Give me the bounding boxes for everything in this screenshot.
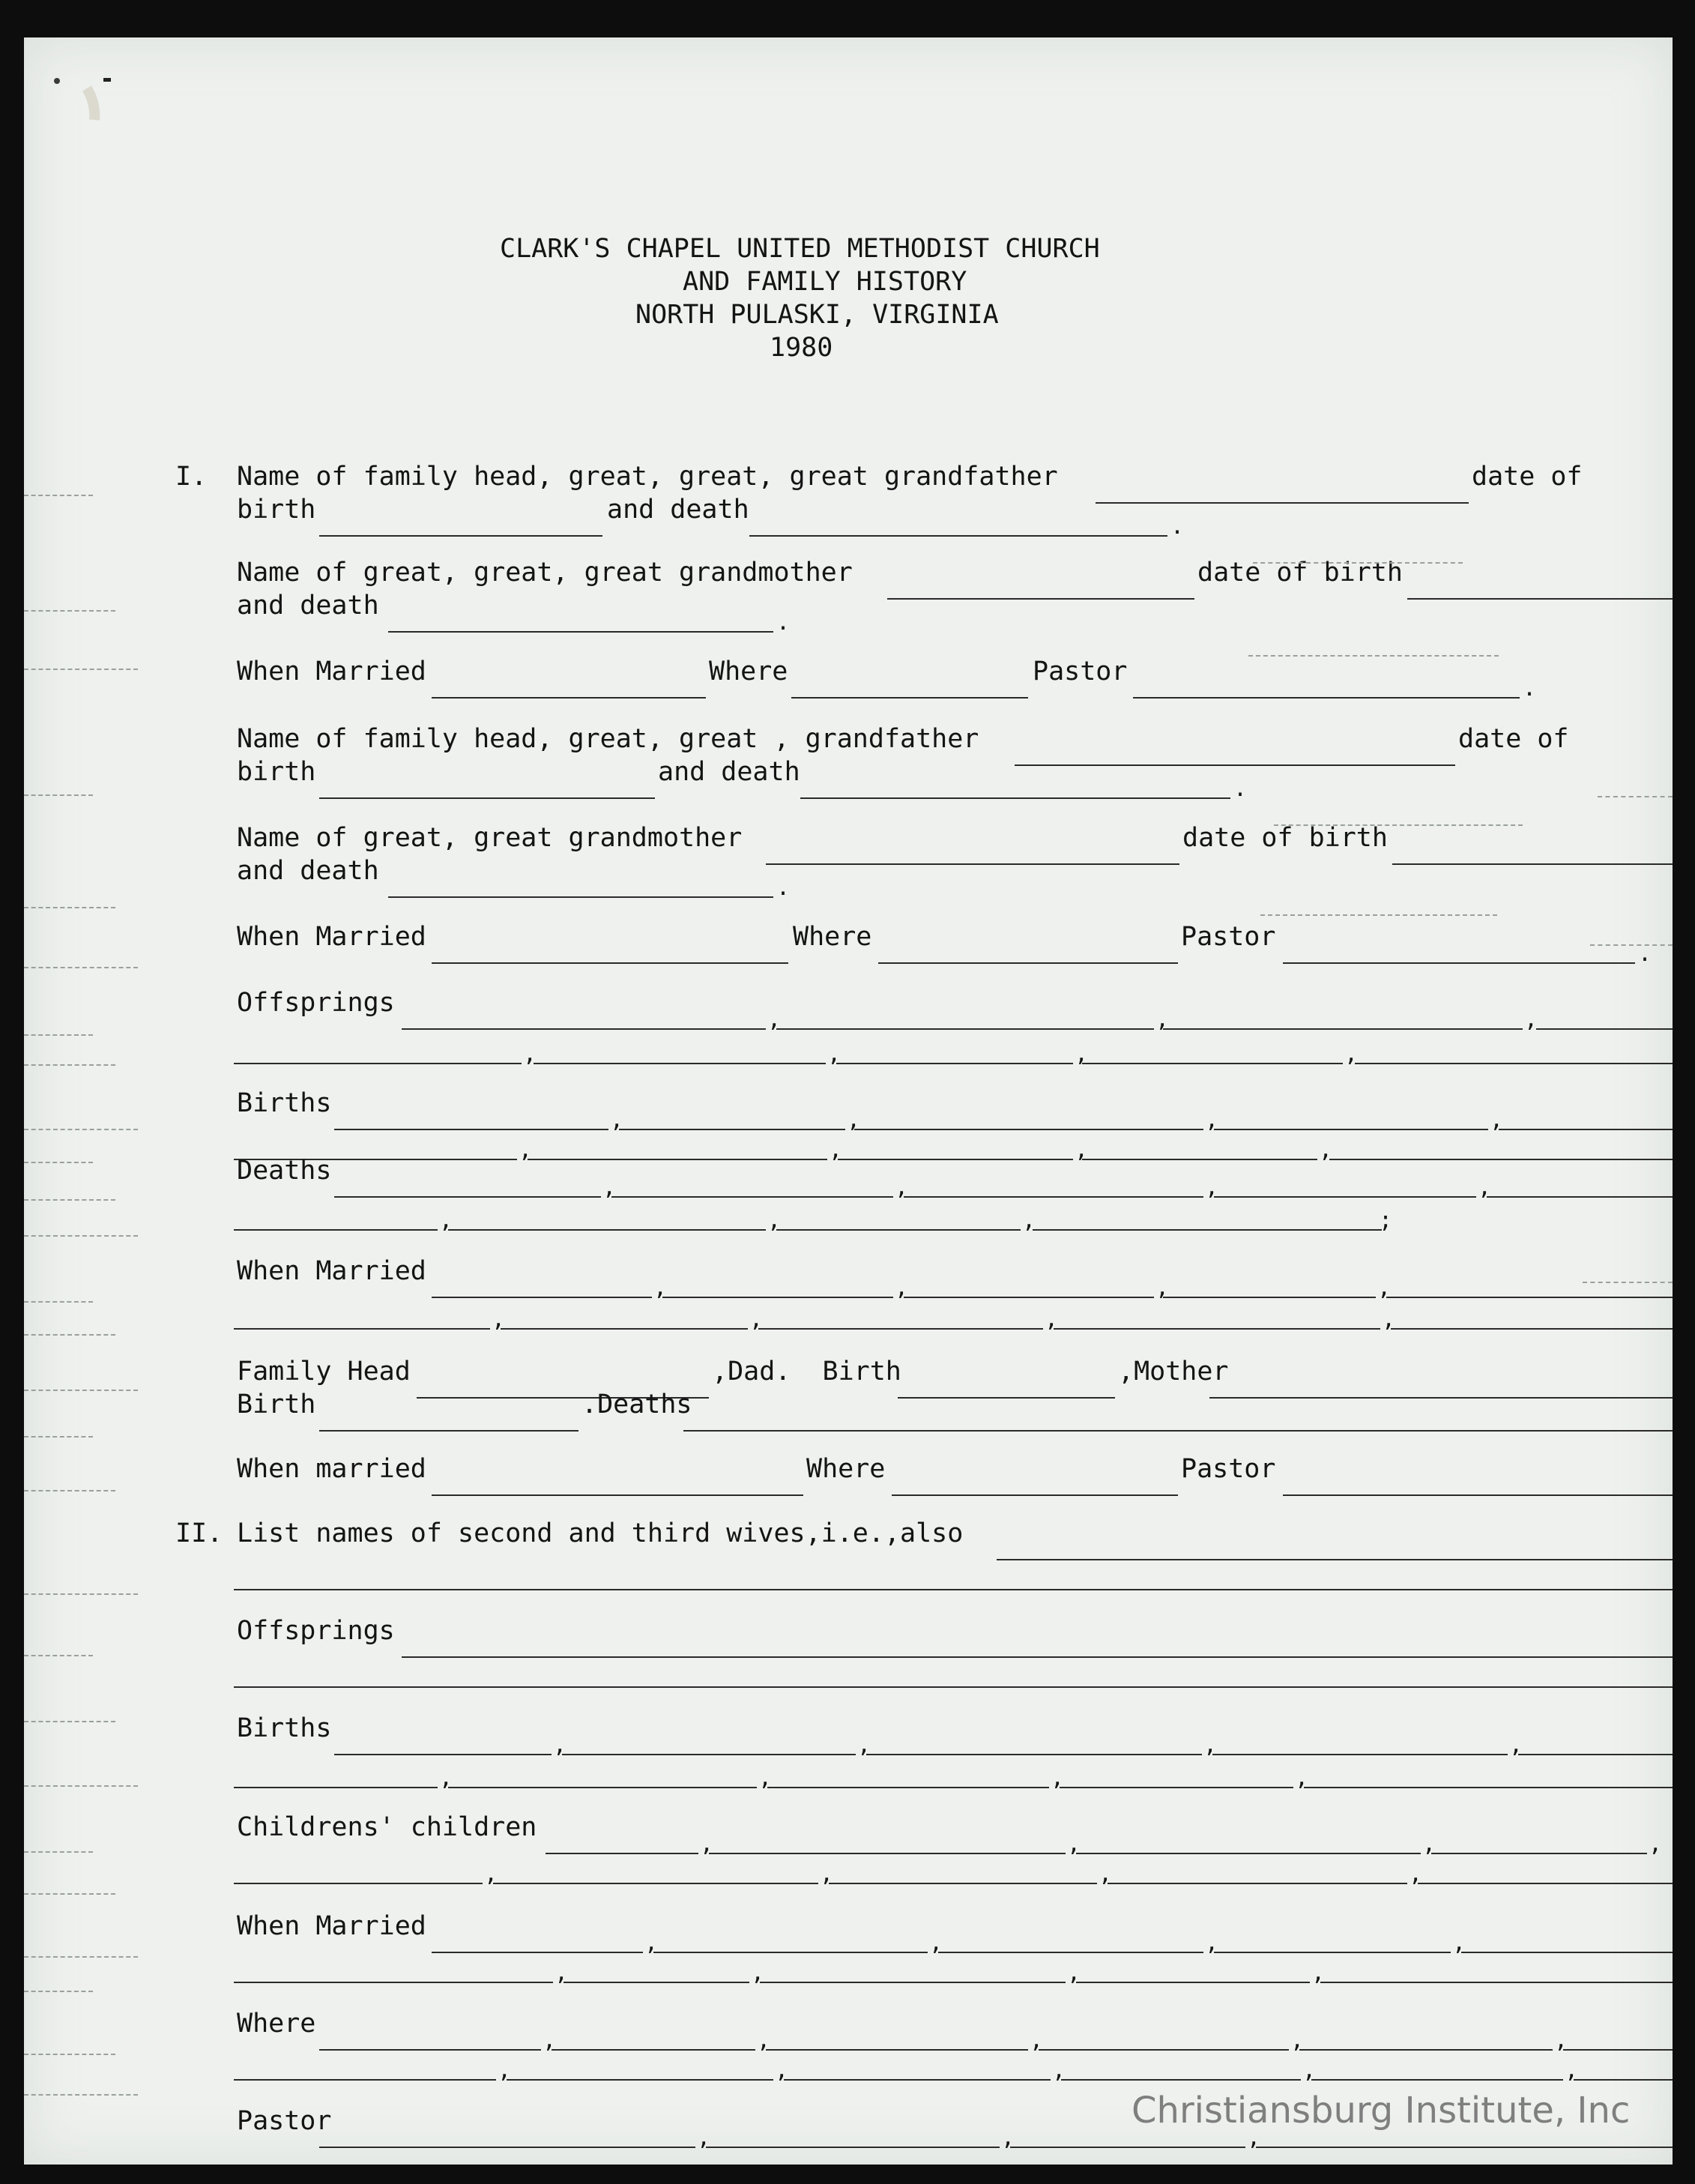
fill-in-blank[interactable] bbox=[1214, 1952, 1451, 1953]
fill-in-blank[interactable] bbox=[493, 1883, 818, 1884]
fill-in-blank[interactable] bbox=[1082, 1159, 1317, 1160]
fill-in-blank[interactable] bbox=[1499, 1129, 1673, 1130]
form-label: birth bbox=[237, 757, 316, 787]
form-label: Where bbox=[709, 657, 788, 687]
staple-mark bbox=[51, 73, 171, 126]
fill-in-blank[interactable] bbox=[784, 2079, 1051, 2081]
fill-in-blank[interactable] bbox=[1076, 1982, 1310, 1983]
fill-in-blank[interactable] bbox=[1061, 2079, 1301, 2081]
fill-in-blank[interactable] bbox=[1010, 2147, 1245, 2148]
separator-mark: , bbox=[697, 2125, 711, 2151]
separator-mark: , bbox=[1290, 2027, 1305, 2054]
fill-in-blank[interactable] bbox=[1214, 1129, 1488, 1130]
fill-in-blank[interactable] bbox=[683, 1430, 1673, 1432]
fill-in-blank[interactable] bbox=[1033, 1229, 1382, 1231]
separator-mark: , bbox=[1478, 1174, 1492, 1201]
show-through-line bbox=[24, 1436, 93, 1438]
separator-mark: , bbox=[1452, 1930, 1466, 1956]
separator-mark: , bbox=[857, 1732, 871, 1758]
fill-in-blank[interactable] bbox=[653, 1952, 928, 1953]
separator-mark: , bbox=[1022, 1207, 1036, 1234]
show-through-line bbox=[24, 1593, 138, 1595]
fill-in-blank[interactable] bbox=[528, 1159, 827, 1160]
form-page bbox=[24, 37, 1673, 2165]
show-through-line bbox=[1253, 562, 1463, 564]
separator-mark: , bbox=[1203, 1732, 1218, 1758]
form-label: ,Dad. Birth bbox=[712, 1357, 901, 1387]
separator-mark: , bbox=[553, 1732, 567, 1758]
fill-in-blank[interactable] bbox=[662, 1297, 893, 1298]
form-label: Pastor bbox=[237, 2106, 332, 2136]
separator-mark: , bbox=[439, 1765, 453, 1791]
separator-mark: , bbox=[767, 1207, 782, 1234]
fill-in-blank[interactable] bbox=[234, 2079, 496, 2081]
fill-in-blank[interactable] bbox=[234, 1787, 438, 1788]
separator-mark: , bbox=[1490, 1107, 1504, 1133]
separator-mark: , bbox=[1565, 2057, 1579, 2084]
show-through-line bbox=[1590, 944, 1673, 946]
fill-in-blank[interactable] bbox=[334, 1129, 608, 1130]
field-label-ggg-grandmother: Name of great, great, great grandmother bbox=[237, 558, 853, 588]
fill-in-blank[interactable] bbox=[776, 1229, 1021, 1231]
separator-mark: , bbox=[555, 1960, 569, 1986]
fill-in-blank[interactable] bbox=[904, 1297, 1154, 1298]
form-label: and death bbox=[607, 495, 749, 525]
fill-in-blank[interactable] bbox=[887, 598, 1194, 600]
show-through-line bbox=[24, 794, 93, 796]
form-label: birth bbox=[237, 495, 316, 525]
fill-in-blank[interactable] bbox=[234, 1589, 1673, 1590]
separator-mark: , bbox=[1075, 1137, 1089, 1163]
show-through-line bbox=[24, 1893, 115, 1895]
fill-in-blank[interactable] bbox=[854, 1129, 1203, 1130]
fill-in-blank[interactable] bbox=[564, 1982, 749, 1983]
separator-mark: , bbox=[1052, 2057, 1066, 2084]
field-label-family-head: Family Head bbox=[237, 1357, 411, 1387]
show-through-line bbox=[24, 1991, 93, 1992]
fill-in-blank[interactable] bbox=[234, 1883, 483, 1884]
fill-in-blank[interactable] bbox=[234, 1686, 1673, 1688]
separator-mark: . bbox=[776, 875, 791, 901]
fill-in-blank[interactable] bbox=[334, 1754, 552, 1755]
fill-in-blank[interactable] bbox=[1283, 962, 1635, 964]
field-label-gg-grandmother: Name of great, great grandmother bbox=[237, 823, 743, 853]
show-through-line bbox=[24, 1721, 115, 1722]
fill-in-blank[interactable] bbox=[1461, 1952, 1673, 1953]
fill-in-blank[interactable] bbox=[319, 2049, 541, 2051]
form-label: .Deaths bbox=[581, 1390, 692, 1420]
fill-in-blank[interactable] bbox=[1108, 1883, 1407, 1884]
fill-in-blank[interactable] bbox=[829, 1883, 1097, 1884]
separator-mark: , bbox=[1524, 1007, 1538, 1033]
section-one-numeral: I. bbox=[175, 462, 208, 492]
form-label: Birth bbox=[237, 1390, 316, 1420]
separator-mark: , bbox=[1205, 1107, 1219, 1133]
separator-mark: , bbox=[1001, 2125, 1015, 2151]
separator-mark: , bbox=[827, 1041, 842, 1067]
show-through-line bbox=[24, 1490, 115, 1491]
fill-in-blank[interactable] bbox=[904, 1196, 1203, 1198]
title-line-3: NORTH PULASKI, VIRGINIA bbox=[635, 300, 999, 330]
fill-in-blank[interactable] bbox=[1299, 2049, 1553, 2051]
fill-in-blank[interactable] bbox=[1209, 1397, 1673, 1399]
separator-mark: , bbox=[1099, 1861, 1113, 1887]
separator-mark: , bbox=[895, 1275, 909, 1301]
separator-mark: , bbox=[1649, 1831, 1663, 1857]
form-label: Births bbox=[237, 1713, 332, 1743]
show-through-line bbox=[24, 907, 115, 908]
form-label: date of bbox=[1458, 724, 1569, 754]
fill-in-blank[interactable] bbox=[776, 1028, 1154, 1030]
fill-in-blank[interactable] bbox=[611, 1196, 893, 1198]
title-line-2: AND FAMILY HISTORY bbox=[683, 267, 967, 297]
form-label: Where bbox=[793, 922, 872, 952]
form-label: Pastor bbox=[1181, 1454, 1276, 1484]
separator-mark: , bbox=[1509, 1732, 1523, 1758]
form-label: When Married bbox=[237, 657, 426, 687]
title-line-1: CLARK'S CHAPEL UNITED METHODIST CHURCH bbox=[500, 234, 1100, 264]
fill-in-blank[interactable] bbox=[898, 1397, 1115, 1399]
show-through-line bbox=[24, 610, 115, 612]
fill-in-blank[interactable] bbox=[1214, 1196, 1476, 1198]
show-through-line bbox=[24, 1129, 138, 1130]
show-through-line bbox=[1248, 655, 1499, 657]
fill-in-blank[interactable] bbox=[997, 1559, 1673, 1560]
separator-mark: , bbox=[1295, 1765, 1309, 1791]
fill-in-blank[interactable] bbox=[319, 1430, 578, 1432]
separator-mark: , bbox=[498, 2057, 512, 2084]
separator-mark: ; bbox=[1379, 1207, 1393, 1234]
show-through-line bbox=[24, 2094, 138, 2096]
fill-in-blank[interactable] bbox=[432, 697, 706, 699]
fill-in-blank[interactable] bbox=[1304, 1787, 1673, 1788]
field-label-second-third-wives: List names of second and third wives,i.e.,also bbox=[237, 1518, 964, 1548]
fill-in-blank[interactable] bbox=[838, 1159, 1073, 1160]
fill-in-blank[interactable] bbox=[501, 1328, 748, 1330]
separator-mark: . bbox=[1638, 941, 1652, 967]
separator-mark: , bbox=[1311, 1960, 1326, 1986]
fill-in-blank[interactable] bbox=[388, 631, 773, 633]
show-through-line bbox=[1598, 796, 1673, 797]
show-through-line bbox=[24, 1851, 93, 1853]
fill-in-blank[interactable] bbox=[234, 1229, 438, 1231]
separator-mark: , bbox=[1205, 1930, 1219, 1956]
fill-in-blank[interactable] bbox=[1329, 1159, 1673, 1160]
show-through-line bbox=[24, 2054, 115, 2055]
fill-in-blank[interactable] bbox=[448, 1787, 757, 1788]
separator-mark: , bbox=[1409, 1861, 1423, 1887]
fill-in-blank[interactable] bbox=[507, 2079, 773, 2081]
watermark-text: Christiansburg Institute, Inc bbox=[1131, 2090, 1631, 2132]
show-through-line bbox=[24, 1956, 138, 1958]
separator-mark: , bbox=[1051, 1765, 1065, 1791]
fill-in-blank[interactable] bbox=[1283, 1494, 1673, 1496]
show-through-line bbox=[24, 1655, 93, 1656]
separator-mark: , bbox=[767, 1007, 782, 1033]
separator-mark: , bbox=[439, 1207, 453, 1234]
form-label: Where bbox=[806, 1454, 886, 1484]
fill-in-blank[interactable] bbox=[432, 1297, 652, 1298]
field-label-head-gg-grandfather: Name of family head, great, great , grandfather bbox=[237, 724, 979, 754]
separator-mark: , bbox=[1344, 1041, 1359, 1067]
fill-in-blank[interactable] bbox=[234, 1328, 490, 1330]
separator-mark: , bbox=[847, 1107, 861, 1133]
show-through-line bbox=[24, 1334, 115, 1336]
title-year: 1980 bbox=[770, 333, 833, 363]
fill-in-blank[interactable] bbox=[319, 2147, 695, 2148]
separator-mark: , bbox=[492, 1306, 506, 1333]
fill-in-blank[interactable] bbox=[892, 1494, 1178, 1496]
field-label-births: Births bbox=[237, 1088, 332, 1118]
separator-mark: , bbox=[1302, 2057, 1317, 2084]
fill-in-blank[interactable] bbox=[1096, 502, 1469, 504]
fill-in-blank[interactable] bbox=[1431, 1853, 1647, 1854]
fill-in-blank[interactable] bbox=[758, 1328, 1043, 1330]
show-through-line bbox=[24, 1390, 138, 1391]
form-label: Pastor bbox=[1181, 922, 1276, 952]
separator-mark: . bbox=[1523, 675, 1537, 702]
fill-in-blank[interactable] bbox=[767, 1787, 1049, 1788]
form-label: and death bbox=[237, 591, 379, 621]
separator-mark: , bbox=[1554, 2027, 1568, 2054]
separator-mark: , bbox=[484, 1861, 498, 1887]
fill-in-blank[interactable] bbox=[1256, 2147, 1673, 2148]
fill-in-blank[interactable] bbox=[234, 1063, 522, 1064]
separator-mark: , bbox=[1205, 1174, 1219, 1201]
fill-in-blank[interactable] bbox=[546, 1853, 698, 1854]
show-through-line bbox=[24, 1301, 93, 1303]
show-through-line bbox=[24, 1235, 138, 1237]
fill-in-blank[interactable] bbox=[791, 697, 1028, 699]
separator-mark: , bbox=[775, 2057, 789, 2084]
fill-in-blank[interactable] bbox=[749, 535, 1167, 537]
form-label: Offsprings bbox=[237, 1616, 395, 1646]
show-through-line bbox=[24, 1064, 115, 1066]
fill-in-blank[interactable] bbox=[1407, 598, 1673, 600]
fill-in-blank[interactable] bbox=[234, 1982, 553, 1983]
fill-in-blank[interactable] bbox=[1418, 1883, 1673, 1884]
separator-mark: , bbox=[700, 1831, 714, 1857]
fill-in-blank[interactable] bbox=[1060, 1787, 1293, 1788]
fill-in-blank[interactable] bbox=[1133, 697, 1520, 699]
separator-mark: , bbox=[543, 2027, 557, 2054]
separator-mark: , bbox=[519, 1137, 533, 1163]
separator-mark: , bbox=[644, 1930, 659, 1956]
separator-mark: , bbox=[751, 1960, 765, 1986]
separator-mark: , bbox=[602, 1174, 617, 1201]
fill-in-blank[interactable] bbox=[334, 1196, 601, 1198]
fill-in-blank[interactable] bbox=[1320, 1982, 1673, 1983]
separator-mark: , bbox=[1247, 2125, 1261, 2151]
separator-mark: . bbox=[1170, 513, 1185, 540]
fill-in-blank[interactable] bbox=[709, 1853, 1066, 1854]
separator-mark: , bbox=[829, 1137, 843, 1163]
form-label: date of birth bbox=[1197, 558, 1403, 588]
fill-in-blank[interactable] bbox=[402, 1656, 1673, 1658]
fill-in-blank[interactable] bbox=[432, 1494, 803, 1496]
fill-in-blank[interactable] bbox=[1518, 1754, 1673, 1755]
separator-mark: , bbox=[653, 1275, 668, 1301]
fill-in-blank[interactable] bbox=[1392, 863, 1673, 865]
separator-mark: . bbox=[776, 609, 791, 636]
separator-mark: , bbox=[929, 1930, 943, 1956]
show-through-line bbox=[24, 1162, 93, 1163]
separator-mark: , bbox=[757, 2027, 771, 2054]
show-through-line bbox=[24, 1785, 138, 1787]
fill-in-blank[interactable] bbox=[760, 1982, 1066, 1983]
form-label: and death bbox=[237, 856, 379, 886]
section-two-numeral: II. bbox=[175, 1518, 223, 1548]
fill-in-blank[interactable] bbox=[1076, 1853, 1421, 1854]
fill-in-blank[interactable] bbox=[319, 797, 655, 799]
fill-in-blank[interactable] bbox=[319, 535, 602, 537]
separator-mark: , bbox=[1382, 1306, 1396, 1333]
separator-mark: , bbox=[1155, 1007, 1170, 1033]
fill-in-blank[interactable] bbox=[866, 1754, 1202, 1755]
show-through-line bbox=[24, 1034, 93, 1036]
show-through-line bbox=[24, 495, 93, 496]
fill-in-blank[interactable] bbox=[1487, 1196, 1673, 1198]
fill-in-blank[interactable] bbox=[766, 2049, 1028, 2051]
field-label-head-ggg-grandfather: Name of family head, great, great, great grandfather bbox=[237, 462, 1058, 492]
separator-mark: , bbox=[749, 1306, 764, 1333]
fill-in-blank[interactable] bbox=[878, 962, 1178, 964]
fill-in-blank[interactable] bbox=[1015, 764, 1455, 766]
separator-mark: , bbox=[1045, 1306, 1059, 1333]
fill-in-blank[interactable] bbox=[766, 863, 1179, 865]
fill-in-blank[interactable] bbox=[432, 962, 788, 964]
fill-in-blank[interactable] bbox=[1536, 1028, 1673, 1030]
show-through-line bbox=[24, 967, 138, 968]
separator-mark: , bbox=[1155, 1275, 1170, 1301]
separator-mark: , bbox=[1030, 2027, 1044, 2054]
fill-in-blank[interactable] bbox=[534, 1063, 826, 1064]
form-label: Pastor bbox=[1033, 657, 1128, 687]
separator-mark: , bbox=[1075, 1041, 1089, 1067]
form-label: Where bbox=[237, 2009, 316, 2039]
show-through-line bbox=[24, 669, 138, 670]
fill-in-blank[interactable] bbox=[562, 1754, 856, 1755]
field-label-deaths: Deaths bbox=[237, 1156, 332, 1186]
fill-in-blank[interactable] bbox=[619, 1129, 845, 1130]
fill-in-blank[interactable] bbox=[1574, 2079, 1673, 2081]
separator-mark: , bbox=[523, 1041, 537, 1067]
separator-mark: , bbox=[1377, 1275, 1392, 1301]
show-through-line bbox=[1274, 824, 1523, 826]
fill-in-blank[interactable] bbox=[402, 1028, 766, 1030]
form-label: When Married bbox=[237, 1256, 426, 1286]
separator-mark: , bbox=[820, 1861, 834, 1887]
form-label: When married bbox=[237, 1454, 426, 1484]
fill-in-blank[interactable] bbox=[706, 2147, 1000, 2148]
separator-mark: , bbox=[610, 1107, 624, 1133]
fill-in-blank[interactable] bbox=[1563, 2049, 1673, 2051]
form-label: ,Mother bbox=[1118, 1357, 1229, 1387]
separator-mark: , bbox=[758, 1765, 773, 1791]
show-through-line bbox=[1260, 914, 1497, 916]
show-through-line bbox=[1583, 1282, 1673, 1283]
fill-in-blank[interactable] bbox=[1054, 1328, 1380, 1330]
form-label: When Married bbox=[237, 1911, 426, 1941]
form-label: date of birth bbox=[1182, 823, 1388, 853]
separator-mark: , bbox=[1422, 1831, 1436, 1857]
fill-in-blank[interactable] bbox=[938, 1952, 1203, 1953]
separator-mark: , bbox=[895, 1174, 909, 1201]
form-label: When Married bbox=[237, 922, 426, 952]
fill-in-blank[interactable] bbox=[836, 1063, 1073, 1064]
field-label-offsprings: Offsprings bbox=[237, 988, 395, 1018]
fill-in-blank[interactable] bbox=[1163, 1028, 1523, 1030]
fill-in-blank[interactable] bbox=[448, 1229, 766, 1231]
fill-in-blank[interactable] bbox=[1391, 1328, 1673, 1330]
fill-in-blank[interactable] bbox=[1039, 2049, 1289, 2051]
separator-mark: , bbox=[1067, 1960, 1081, 1986]
fill-in-blank[interactable] bbox=[1082, 1063, 1343, 1064]
fill-in-blank[interactable] bbox=[1355, 1063, 1673, 1064]
fill-in-blank[interactable] bbox=[432, 1952, 643, 1953]
fill-in-blank[interactable] bbox=[1311, 2079, 1563, 2081]
separator-mark: , bbox=[1319, 1137, 1333, 1163]
form-label: date of bbox=[1472, 462, 1583, 492]
fill-in-blank[interactable] bbox=[1386, 1297, 1673, 1298]
separator-mark: , bbox=[1067, 1831, 1081, 1857]
separator-mark: . bbox=[1233, 776, 1248, 802]
fill-in-blank[interactable] bbox=[800, 797, 1230, 799]
show-through-line bbox=[24, 1199, 115, 1201]
field-label-childrens-children: Childrens' children bbox=[237, 1812, 537, 1842]
fill-in-blank[interactable] bbox=[1163, 1297, 1376, 1298]
fill-in-blank[interactable] bbox=[388, 896, 773, 898]
fill-in-blank[interactable] bbox=[552, 2049, 755, 2051]
form-label: and death bbox=[658, 757, 800, 787]
fill-in-blank[interactable] bbox=[1212, 1754, 1508, 1755]
